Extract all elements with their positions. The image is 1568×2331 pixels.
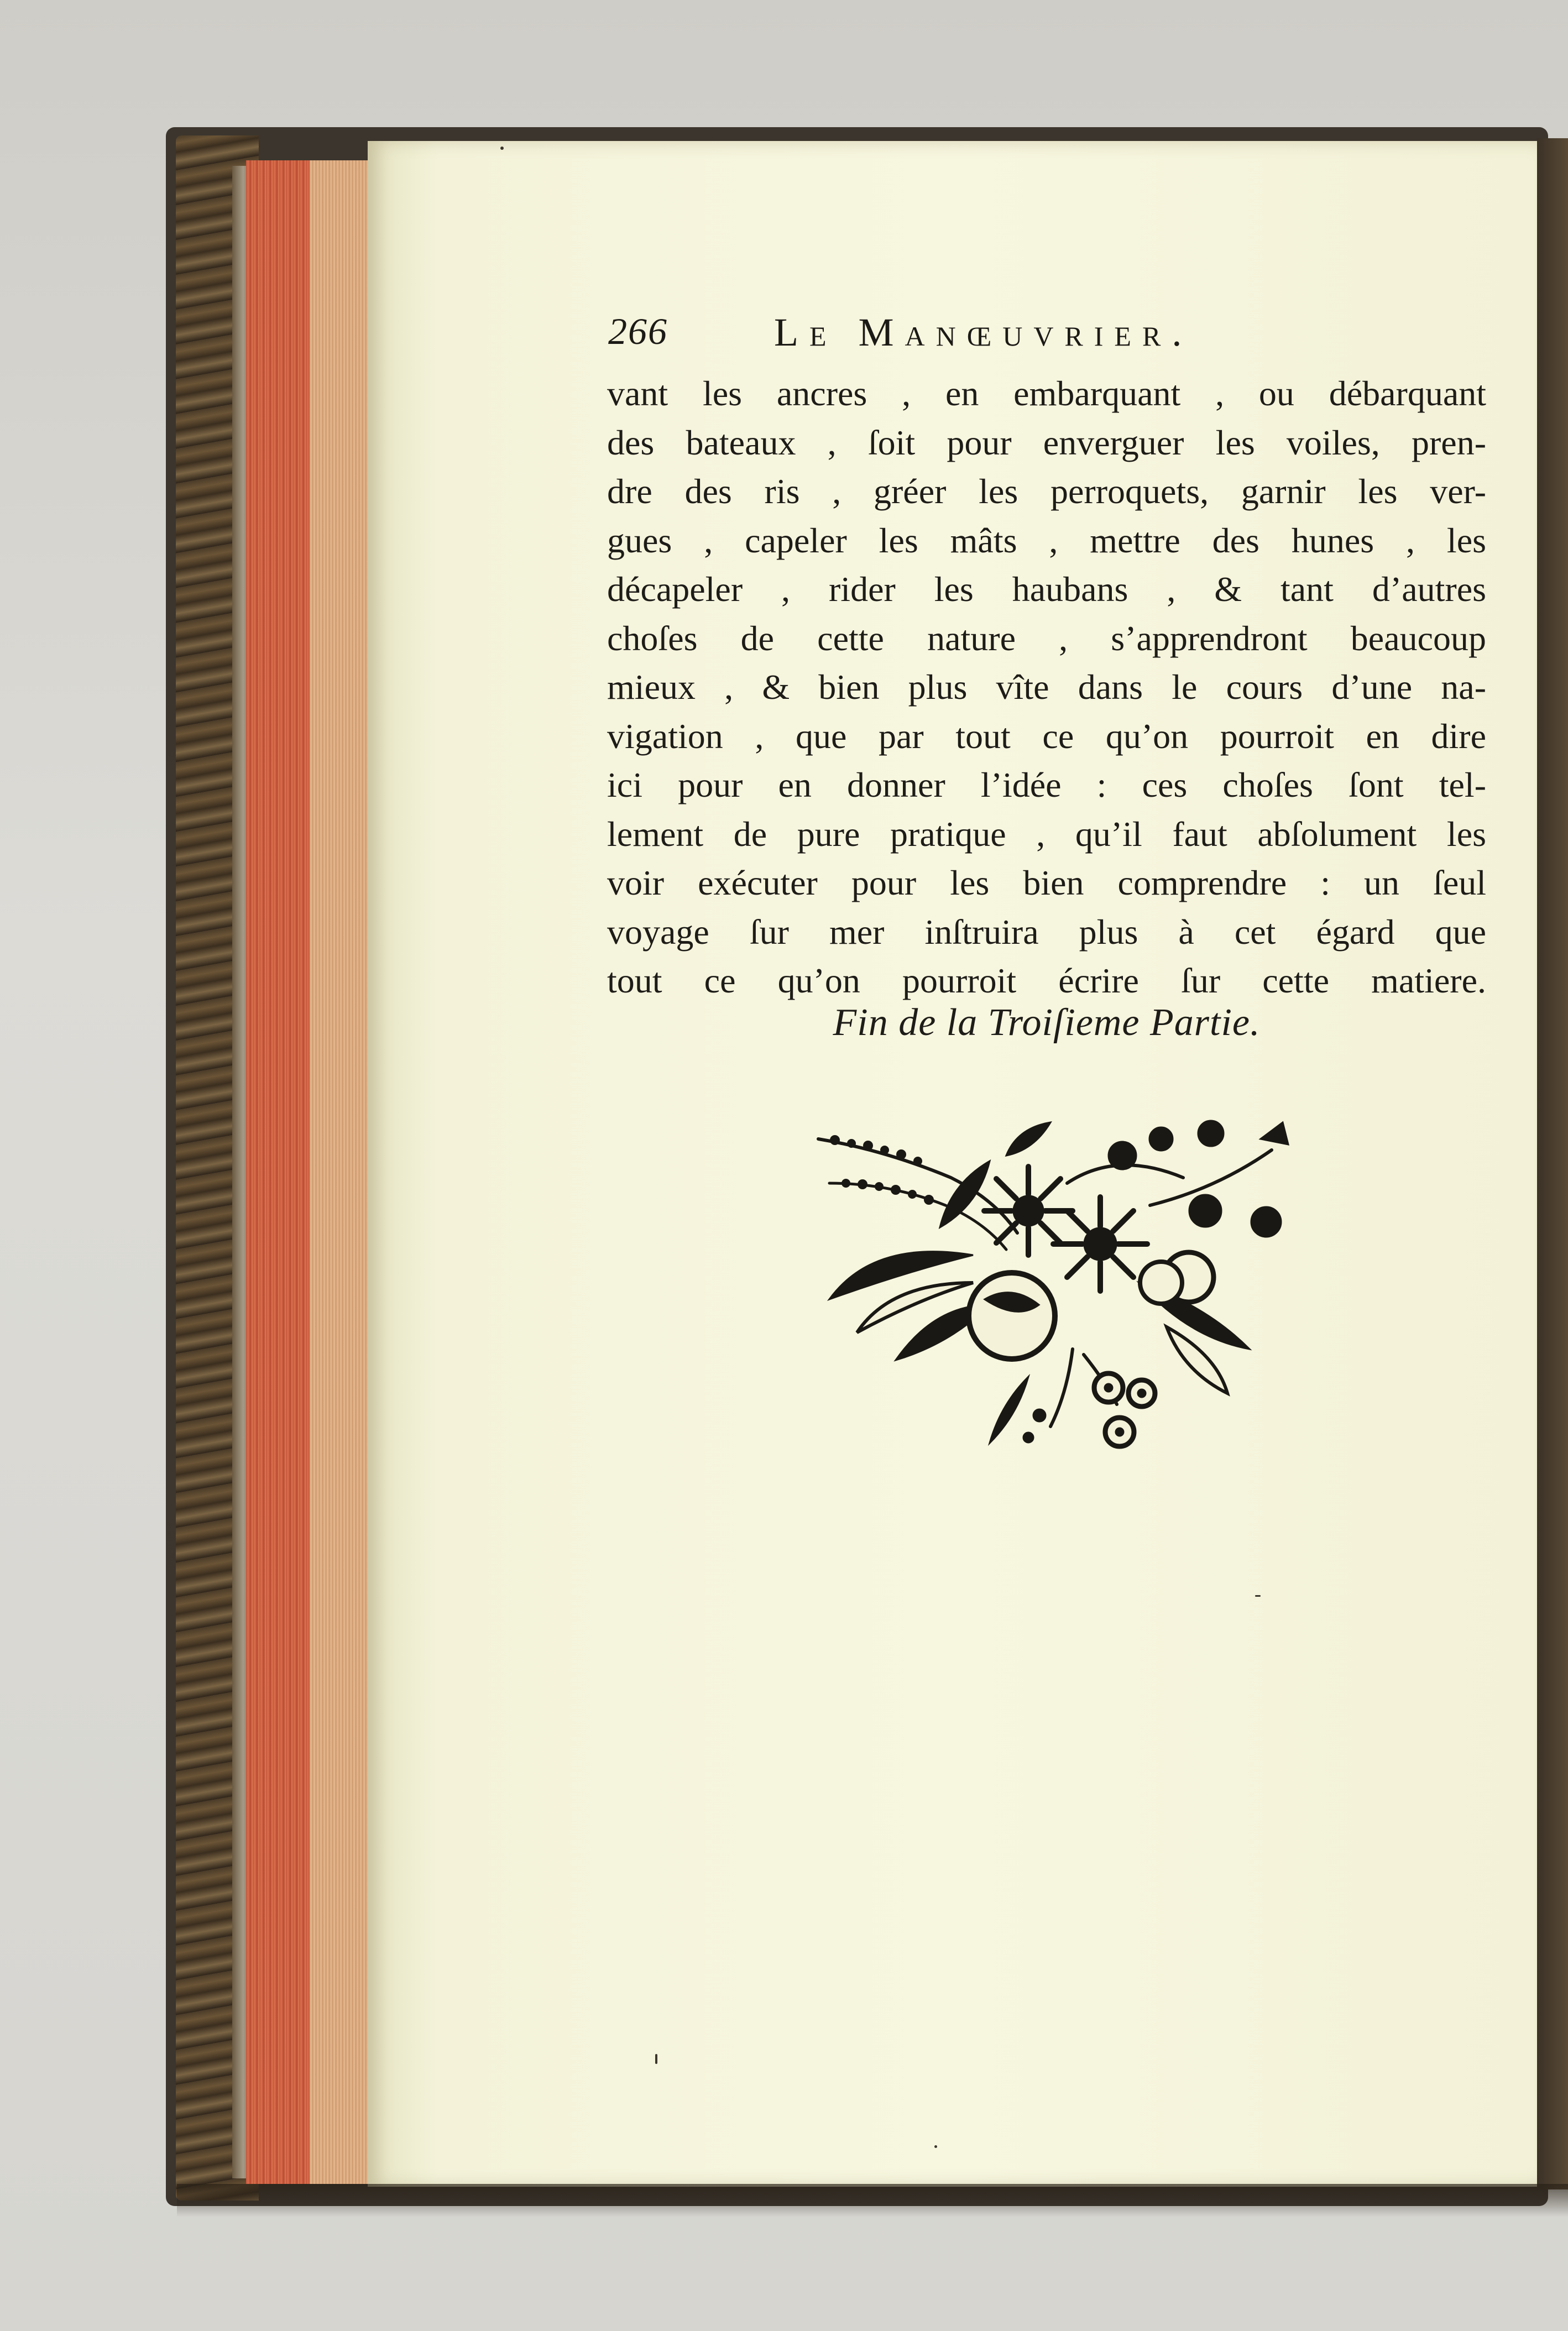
text-line: gues , capeler les mâts , mettre des hunes , les (607, 520, 1486, 560)
text-line: mieux , & bien plus vîte dans le cours d’une na- (607, 667, 1486, 707)
text-line: vigation , que par tout ce qu’on pourroit en dire (607, 716, 1486, 756)
text-line: vant les ancres , en embarquant , ou débarquant (607, 374, 1486, 413)
text-line: dre des ris , gréer les perroquets, garnir les ver- (607, 472, 1486, 511)
text-line: choſes de cette nature , s’apprendront beaucoup (607, 618, 1486, 658)
body-text (607, 369, 1486, 1006)
page-header (608, 310, 1493, 370)
text-line: voyage ſur mer inſtruira plus à cet égard que (607, 912, 1486, 952)
floral-vignette-icon (807, 1117, 1294, 1460)
bottom-shadow (177, 2184, 1568, 2217)
right-shadow-edge (1537, 138, 1568, 2189)
text-line: des bateaux , ſoit pour enverguer les voiles, pren- (607, 422, 1486, 462)
paper-speck (1255, 1595, 1261, 1597)
closing-line: Fin de la Troiſieme Partie. (833, 1001, 1261, 1044)
page-number: 266 (608, 310, 668, 352)
text-line: tout ce qu’on pourroit écrire ſur cette matiere. (607, 961, 1486, 1000)
text-line: ici pour en donner l’idée : ces choſes ſont tel- (607, 765, 1486, 804)
running-title: Le Manœuvrier. (774, 310, 1193, 354)
paper-speck (500, 147, 504, 150)
text-line: décapeler , rider les haubans , & tant d’autres (607, 569, 1486, 609)
text-line: lement de pure pratique , qu’il faut abſolument les (607, 814, 1486, 854)
paper-speck (934, 2145, 937, 2148)
paper-speck (655, 2054, 657, 2064)
page-stack (310, 160, 370, 2184)
text-line: voir exécuter pour les bien comprendre : un ſeul (607, 863, 1486, 902)
